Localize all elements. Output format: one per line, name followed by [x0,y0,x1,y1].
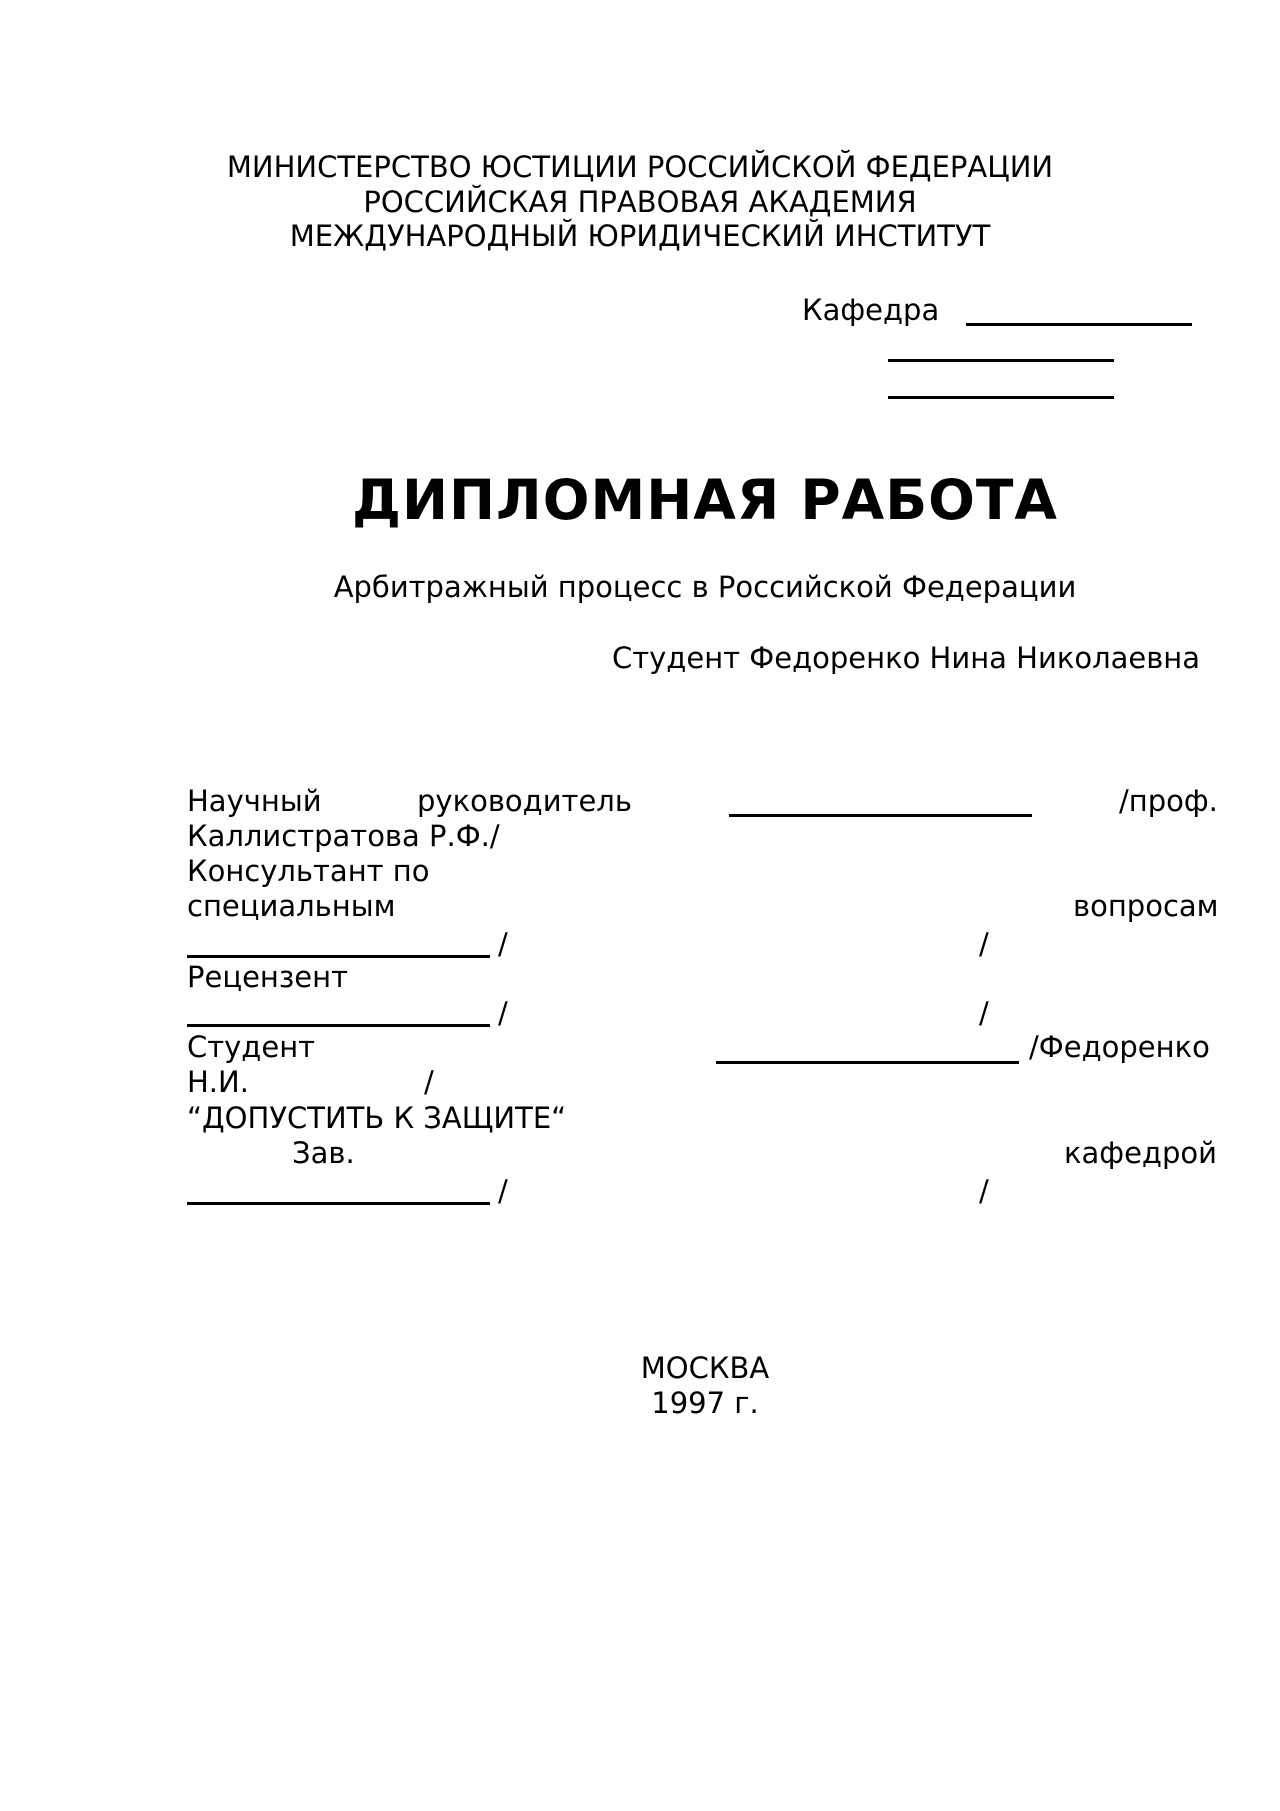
department-blank-3 [888,396,1114,399]
head-label-word1: Зав. [292,1136,355,1170]
supervisor-label-word1: Научный [187,784,322,818]
reviewer-label: Рецензент [187,960,348,994]
document-title: ДИПЛОМНАЯ РАБОТА [352,468,1058,532]
reviewer-slash-close: / [979,996,989,1030]
supervisor-label-word2: руководитель [417,784,632,818]
admit-stamp-text: “ДОПУСТИТЬ К ЗАЩИТЕ“ [187,1101,567,1135]
ministry-heading: МИНИСТЕРСТВО ЮСТИЦИИ РОССИЙСКОЙ ФЕДЕРАЦИИ [226,150,1054,184]
supervisor-signature-blank [729,814,1032,817]
consultant-slash-close: / [979,927,989,961]
department-blank-1 [966,323,1192,326]
consultant-label-word1: специальным [187,889,396,923]
consultant-label-word2: вопросам [1073,889,1219,923]
student-line: Студент Федоренко Нина Николаевна [612,641,1201,675]
reviewer-signature-blank [187,1024,490,1027]
supervisor-title: /проф. [1119,784,1218,818]
student-label: Студент [187,1030,316,1064]
department-label: Кафедра [802,293,940,327]
consultant-slash-open: / [498,927,508,961]
head-slash-close: / [979,1174,989,1208]
student-signature-blank [716,1061,1019,1064]
reviewer-slash-open: / [498,996,508,1030]
footer-year: 1997 г. [651,1386,759,1420]
department-blank-2 [888,359,1114,362]
head-label-word2: кафедрой [1064,1136,1217,1170]
student-initials: Н.И. [187,1065,249,1099]
consultant-signature-blank [187,955,490,958]
document-subtitle: Арбитражный процесс в Российской Федерации [333,570,1077,604]
student-surname: /Федоренко [1029,1030,1210,1064]
consultant-label: Консультант по [187,854,430,888]
academy-heading: РОССИЙСКАЯ ПРАВОВАЯ АКАДЕМИЯ [363,185,917,219]
head-slash-open: / [498,1174,508,1208]
student-slash: / [424,1065,434,1099]
head-signature-blank [187,1202,490,1205]
institute-heading: МЕЖДУНАРОДНЫЙ ЮРИДИЧЕСКИЙ ИНСТИТУТ [289,219,991,253]
supervisor-name: Каллистратова Р.Ф./ [187,819,500,853]
footer-city: МОСКВА [640,1351,770,1385]
